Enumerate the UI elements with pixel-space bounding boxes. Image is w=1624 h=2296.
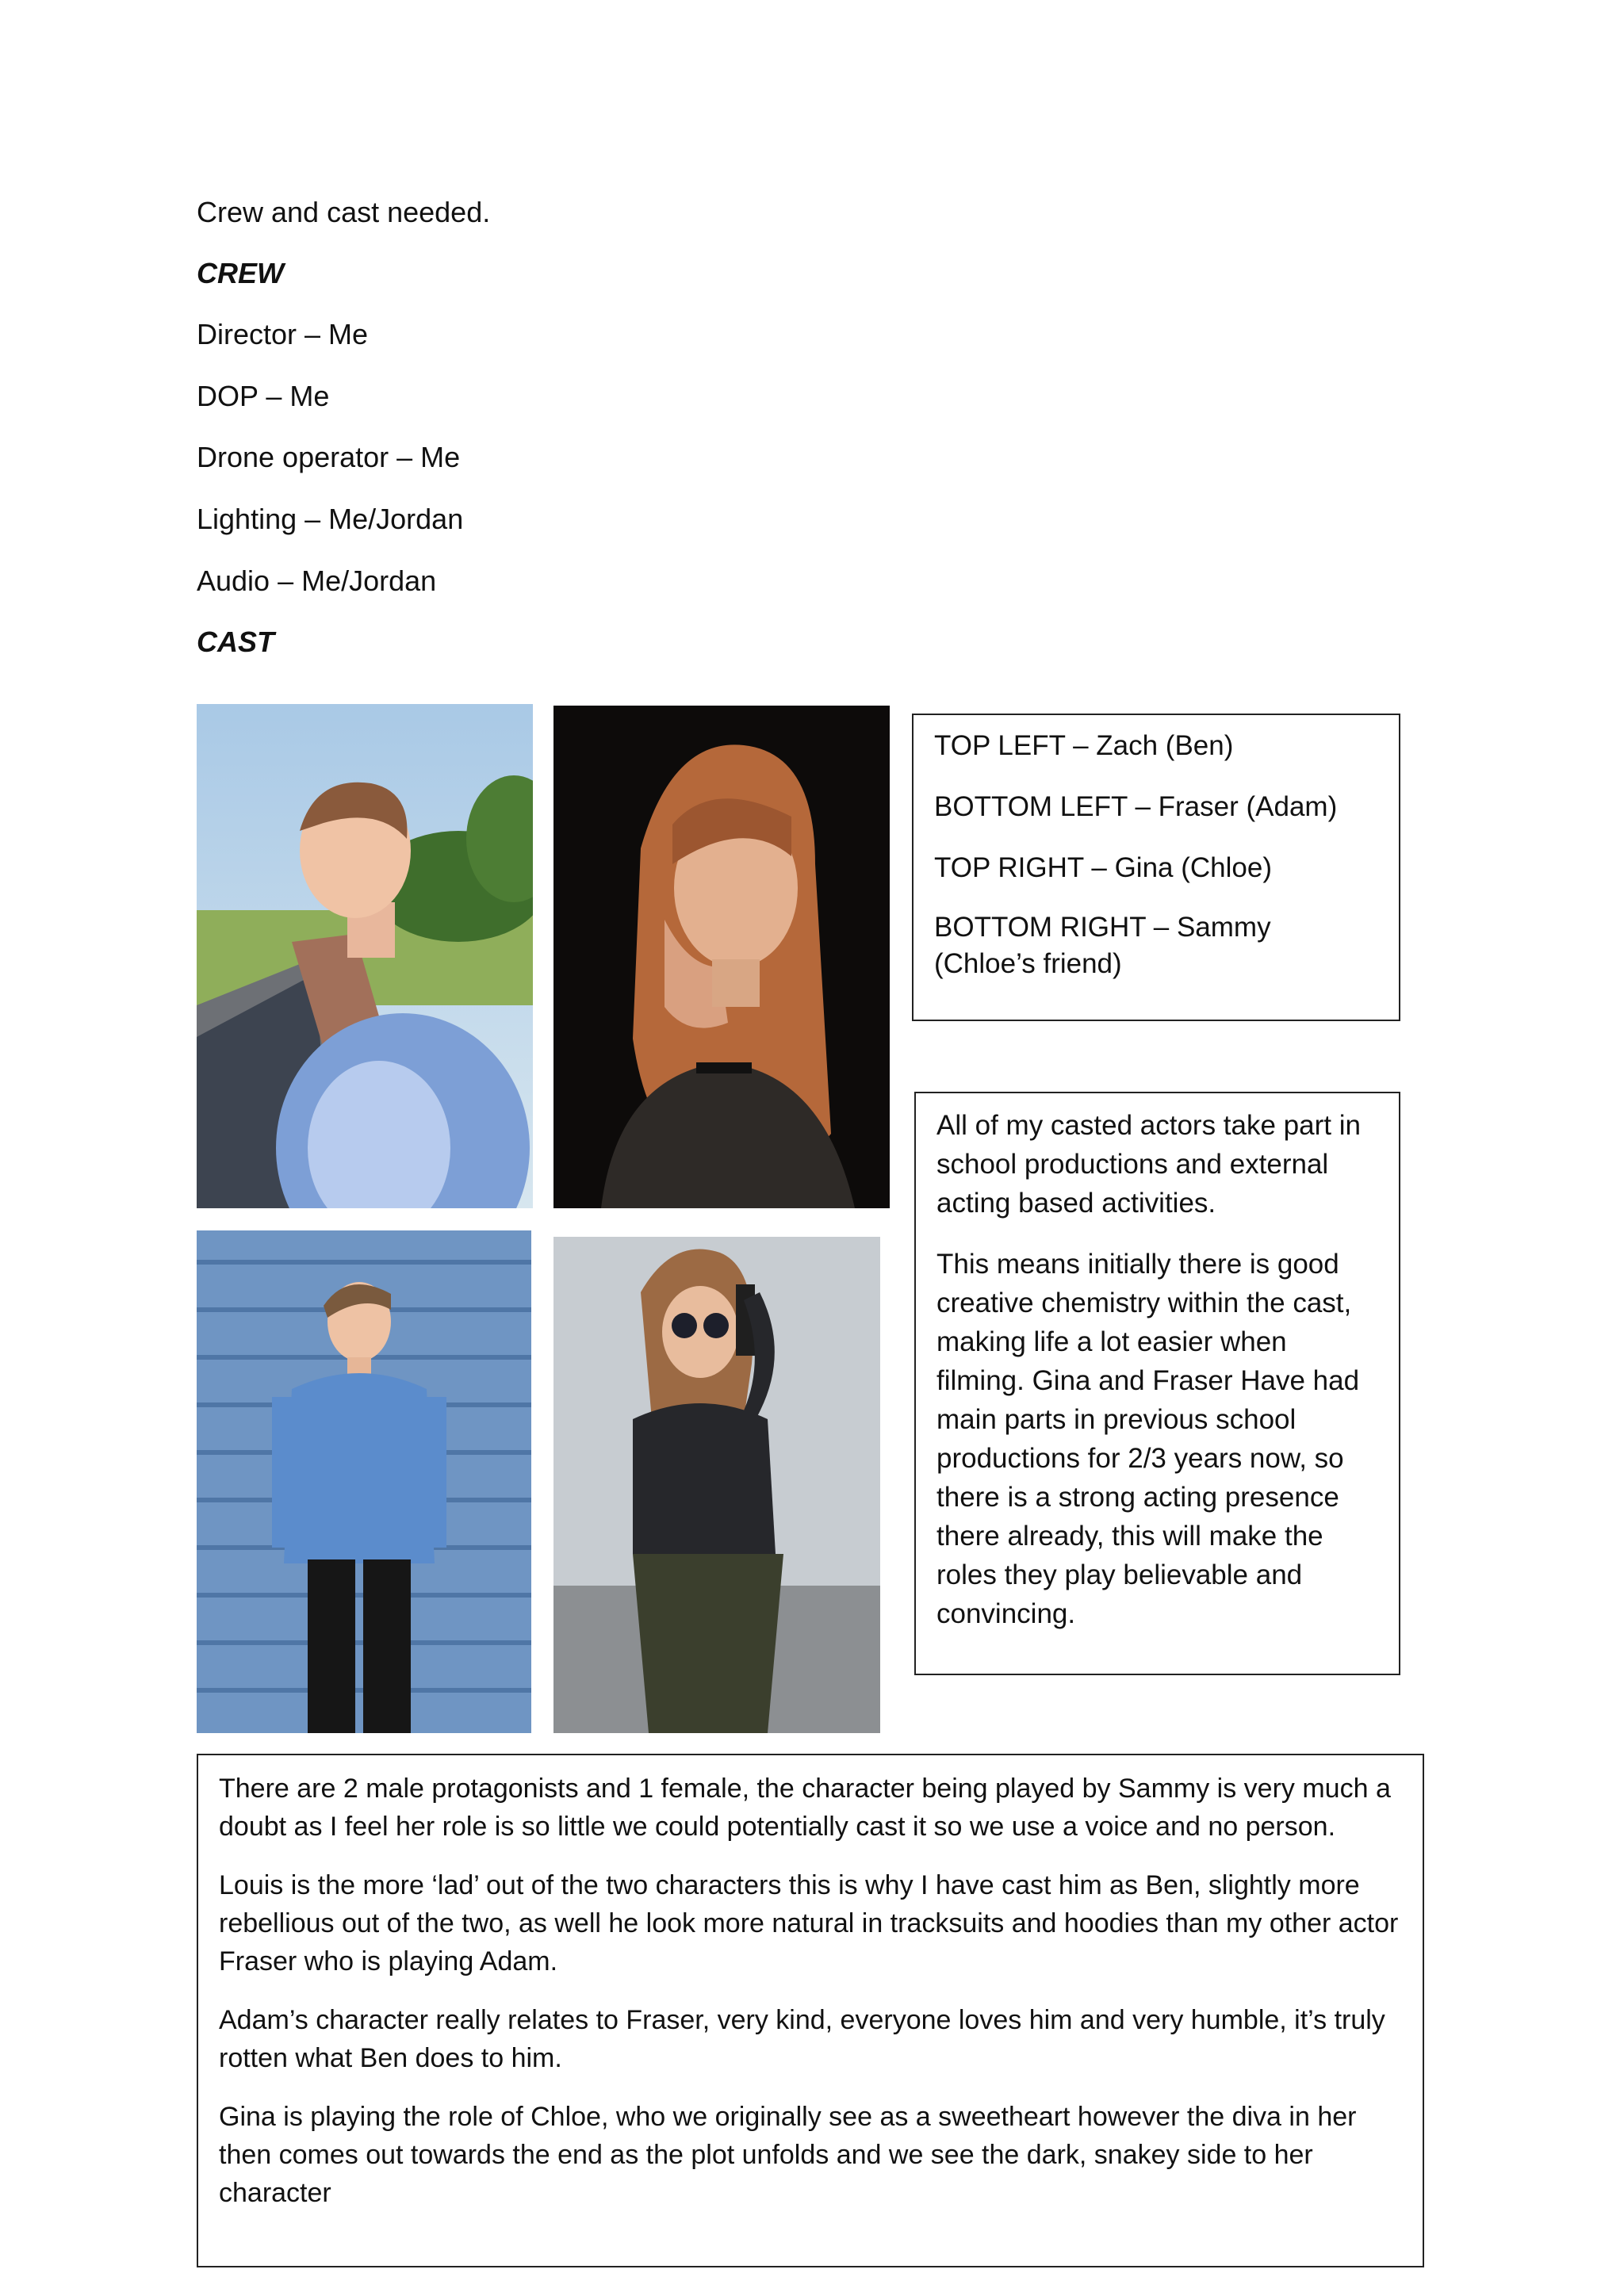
crew-role: Drone operator – Me [197,441,461,473]
legend-bottom-left: BOTTOM LEFT – Fraser (Adam) [934,791,1338,822]
cast-photo-bottom-left [197,1230,531,1733]
cast-heading: CAST [197,626,274,658]
intro-text: Crew and cast needed. [197,196,491,228]
crew-role: Lighting – Me/Jordan [197,503,464,535]
cast-note: All of my casted actors take part in school productions and external acting based activities. [936,1110,1361,1219]
cast-photo-top-right [553,706,890,1208]
summary-paragraph: There are 2 male protagonists and 1 female, the character being played by Sammy is very much a doubt as I feel her role is so little we could potentially cast it so we use a voice and no person. [219,1774,1391,1842]
crew-heading: CREW [197,257,284,289]
legend-bottom-right: BOTTOM RIGHT – Sammy (Chloe’s friend) [934,912,1271,979]
summary-paragraph: Louis is the more ‘lad’ out of the two characters this is why I have cast him as Ben, slightly more rebellious out of the two, as well he look more natural in tracksuits and hoodies than my other actor Fraser who is playing Adam. [219,1870,1399,1976]
summary-paragraph: Adam’s character really relates to Fraser, very kind, everyone loves him and very humble, it’s truly rotten what Ben does to him. [219,2005,1385,2073]
summary-paragraph: Gina is playing the role of Chloe, who we originally see as a sweetheart however the diva in her then comes out towards the end as the plot unfolds and we see the dark, snakey side to her character [219,2102,1357,2208]
crew-role: DOP – Me [197,380,330,412]
crew-role: Audio – Me/Jordan [197,564,437,597]
legend-top-right: TOP RIGHT – Gina (Chloe) [934,852,1272,883]
cast-photo-bottom-right [553,1237,880,1733]
crew-role: Director – Me [197,318,369,350]
legend-top-left: TOP LEFT – Zach (Ben) [934,730,1234,761]
cast-photo-top-left [197,704,533,1208]
cast-notes-box [914,1092,1400,1675]
cast-legend-box [912,714,1400,1021]
casting-summary-box [197,1754,1424,2267]
cast-note: This means initially there is good creative chemistry within the cast, making life a lot easier when filming. Gina and Fraser Have had main parts in previous school productions for 2/3 years now, so there is a strong acting presence there already, this will make the roles they play believable and convincing. [936,1249,1360,1629]
